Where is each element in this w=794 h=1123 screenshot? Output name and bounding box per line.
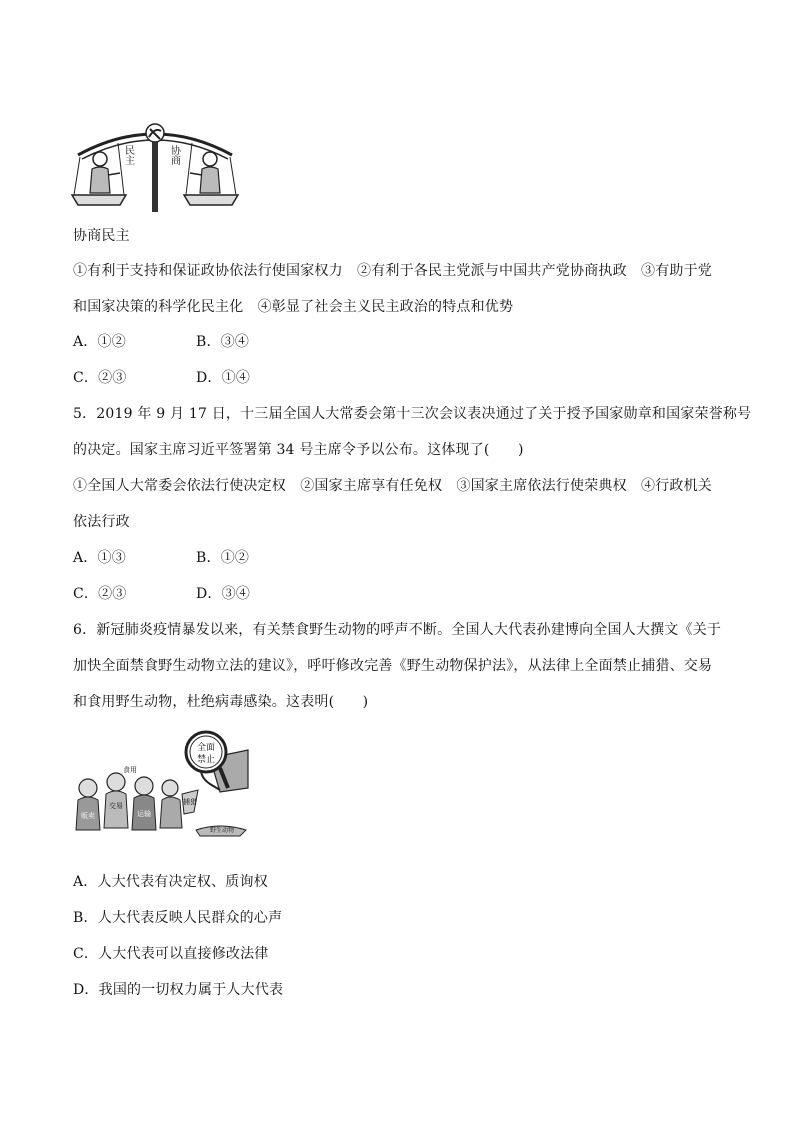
q6-option-c[interactable]: C．人大代表可以直接修改法律 xyxy=(73,946,269,962)
q5-option-c[interactable]: C．②③ xyxy=(73,586,127,602)
q5-stem-line1: 5．2019 年 9 月 17 日，十三届全国人大常委会第十三次会议表决通过了关于授予国家勋章和国家荣誉称号 xyxy=(73,406,752,422)
sign-text-line1: 全面 xyxy=(196,743,216,753)
label-wildlife: 野生动物 xyxy=(209,827,235,834)
label-transport: 运输 xyxy=(137,810,151,818)
q4-statements-line2: 和国家决策的科学化民主化 ④彰显了社会主义民主政治的特点和优势 xyxy=(73,299,514,315)
q6-stem-line1: 6．新冠肺炎疫情暴发以来，有关禁食野生动物的呼声不断。全国人大代表孙建博向全国人大撰文《关于 xyxy=(73,622,722,638)
figure-caption: 协商民主 xyxy=(73,228,130,244)
q5-statements-line2: 依法行政 xyxy=(73,514,130,530)
label-consultation: 协商 xyxy=(168,145,180,165)
q5-option-d[interactable]: D．③④ xyxy=(196,586,251,602)
label-democracy: 民主 xyxy=(122,145,134,165)
label-eat: 食用 xyxy=(123,766,137,774)
q6-option-b[interactable]: B．人大代表反映人民群众的心声 xyxy=(73,910,283,926)
q4-statements-line1: ①有利于支持和保证政协依法行使国家权力 ②有利于各民主党派与中国共产党协商执政 ③有助于党 xyxy=(73,263,712,279)
q5-statements-line1: ①全国人大常委会依法行使决定权 ②国家主席享有任免权 ③国家主席依法行使荣典权 ④行政机关 xyxy=(73,478,712,494)
q5-stem-line2: 的决定。国家主席习近平签署第 34 号主席令予以公布。这体现了( ) xyxy=(73,442,524,458)
label-sell: 贩卖 xyxy=(81,812,95,820)
q6-option-d[interactable]: D．我国的一切权力属于人大代表 xyxy=(73,982,284,998)
q4-option-d[interactable]: D．①④ xyxy=(196,370,251,386)
scale-cartoon-figure xyxy=(70,115,240,212)
q4-option-b[interactable]: B．③④ xyxy=(196,334,250,350)
q6-stem-line3: 和食用野生动物，杜绝病毒感染。这表明( ) xyxy=(73,694,369,710)
wildlife-ban-cartoon-figure xyxy=(70,728,252,846)
q6-stem-line2: 加快全面禁食野生动物立法的建议》，呼吁修改完善《野生动物保护法》，从法律上全面禁止捕猎、交易 xyxy=(73,658,713,674)
sign-text-line2: 禁止 xyxy=(196,755,216,765)
q4-option-c[interactable]: C．②③ xyxy=(73,370,127,386)
label-hunt: 捕猎 xyxy=(183,798,197,806)
q5-option-a[interactable]: A．①③ xyxy=(73,550,126,566)
q5-option-b[interactable]: B．①② xyxy=(196,550,250,566)
q4-option-a[interactable]: A．①② xyxy=(73,334,126,350)
label-trade: 交易 xyxy=(109,802,123,810)
q6-option-a[interactable]: A．人大代表有决定权、质询权 xyxy=(73,874,268,890)
